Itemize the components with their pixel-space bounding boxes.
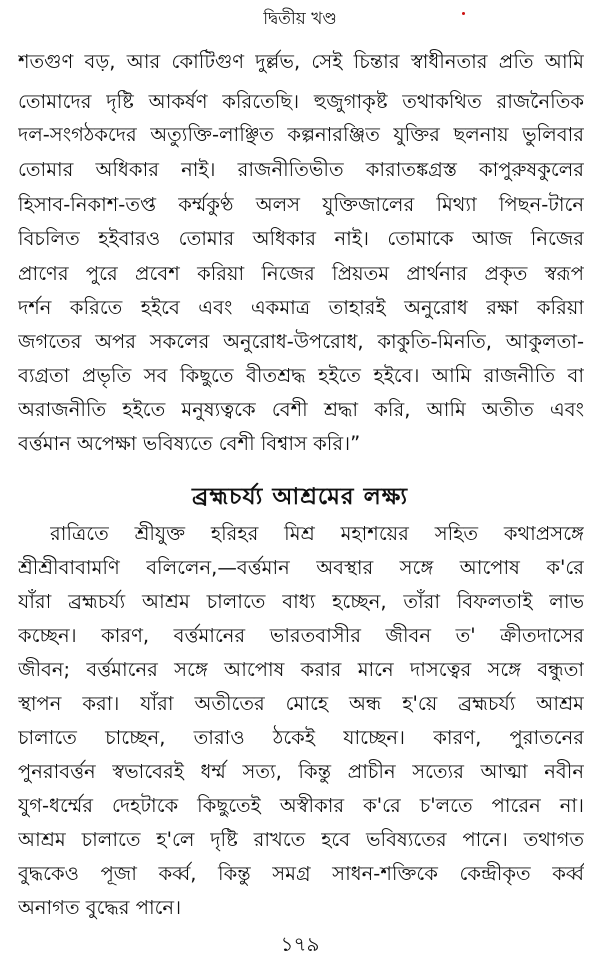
page-number: ১৭৯ bbox=[280, 932, 320, 956]
paragraph-1-line: প্রাণের পুরে প্রবেশ করিয়া নিজের প্রিয়তম প্রার্থনার প্রকৃত স্বরূপ bbox=[18, 262, 584, 285]
paragraph-2-line: কচ্ছেন। কারণ, বর্ত্তমানের ভারতবাসীর জীবন ত' ক্রীতদাসের bbox=[18, 624, 584, 647]
paragraph-2-line: শ্রীশ্রীবাবামণি বলিলেন,—বর্ত্তমান অবস্থার সঙ্গে আপোষ ক'রে bbox=[18, 556, 584, 579]
paragraph-1-line: তোমার অধিকার নাই। রাজনীতিভীত কারাতঙ্কগ্রস্ত কাপুরুষকুলের bbox=[18, 158, 584, 181]
paragraph-1-line: দল-সংগঠকদের অত্যুক্তি-লাঞ্ছিত কল্পনারঞ্জিত যুক্তির ছলনায় ভুলিবার bbox=[18, 123, 584, 146]
paragraph-1-line: জগতের অপর সকলের অনুরোধ-উপরোধ, কাকুতি-মিনতি, আকুলতা- bbox=[18, 330, 584, 353]
paragraph-2-line: জীবন; বর্ত্তমানের সঙ্গে আপোষ করার মানে দাসত্বের সঙ্গে বন্ধুতা bbox=[18, 658, 584, 681]
paragraph-1-line: অরাজনীতি হইতে মনুষ্যত্বকে বেশী শ্রদ্ধা করি, আমি অতীত এবং bbox=[18, 398, 584, 421]
paragraph-1-line: তোমাদের দৃষ্টি আকর্ষণ করিতেছি। হুজুগাকৃষ্ট তথাকথিত রাজনৈতিক bbox=[18, 90, 584, 113]
paragraph-2-line: পুনরাবর্ত্তন স্বভাবেরই ধর্ম্ম সত্য, কিন্তু প্রাচীন সত্যের আত্মা নবীন bbox=[18, 760, 584, 783]
paragraph-2-line: রাত্রিতে শ্রীযুক্ত হরিহর মিশ্র মহাশয়ের সহিত কথাপ্রসঙ্গে bbox=[50, 522, 584, 545]
paragraph-1-line: হিসাব-নিকাশ-তপ্ত কর্ম্মকুণ্ঠ অলস যুক্তিজালের মিথ্যা পিছন-টানে bbox=[18, 193, 584, 216]
paragraph-2-line: যুগ-ধর্ম্মের দেহটাকে কিছুতেই অস্বীকার ক'রে চ'লতে পারেন না। bbox=[18, 794, 584, 817]
paragraph-1-line: শতগুণ বড়, আর কোটিগুণ দুর্ল্লভ, সেই চিন্তার স্বাধীনতার প্রতি আমি bbox=[18, 50, 584, 73]
paragraph-2-line: চালাতে চাচ্ছেন, তারাও ঠকেই যাচ্ছেন। কারণ, পুরাতনের bbox=[18, 726, 584, 749]
paragraph-2-line: আশ্রম চালাতে হ'লে দৃষ্টি রাখতে হবে ভবিষ্যতের পানে। তথাগত bbox=[18, 828, 584, 851]
paragraph-1-line: বিচলিত হইবারও তোমার অধিকার নাই। তোমাকে আজ নিজের bbox=[18, 227, 584, 250]
paragraph-1-line: দর্শন করিতে হইবে এবং একমাত্র তাহারই অনুরোধ রক্ষা করিয়া bbox=[18, 296, 584, 319]
ink-speck bbox=[462, 12, 465, 15]
paragraph-1-line: বর্ত্তমান অপেক্ষা ভবিষ্যতে বেশী বিশ্বাস করি।” bbox=[18, 432, 361, 455]
paragraph-2-line: অনাগত বুদ্ধের পানে। bbox=[18, 896, 182, 919]
paragraph-1-line: ব্যগ্রতা প্রভৃতি সব কিছুতে বীতশ্রদ্ধ হইতে হইবে। আমি রাজনীতি বা bbox=[18, 364, 584, 387]
paragraph-2-line: বুদ্ধকেও পূজা কর্ব্ব, কিন্তু সমগ্র সাধন-শক্তিকে কেন্দ্রীকৃত কর্ব্ব bbox=[18, 862, 584, 885]
section-heading: ব্রহ্মচর্য্য আশ্রমের লক্ষ্য bbox=[191, 484, 409, 510]
running-head: দ্বিতীয় খণ্ড bbox=[263, 9, 337, 29]
paragraph-2-line: স্থাপন করা। যাঁরা অতীতের মোহে অন্ধ হ'য়ে ব্রহ্মচর্য্য আশ্রম bbox=[18, 692, 584, 715]
paragraph-2-line: যাঁরা ব্রহ্মচর্য্য আশ্রম চালাতে বাধ্য হচ্ছেন, তাঁরা বিফলতাই লাভ bbox=[18, 590, 584, 613]
